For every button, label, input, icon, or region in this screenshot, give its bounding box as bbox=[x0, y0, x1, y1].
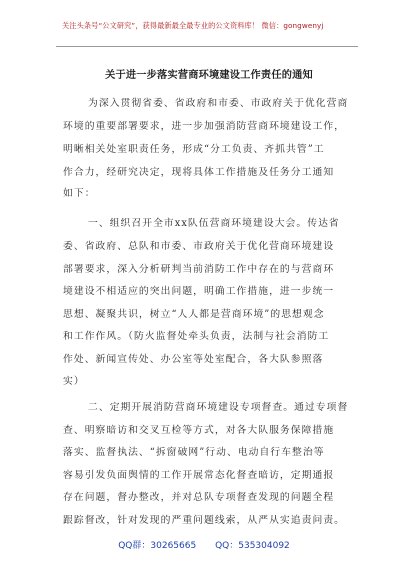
paragraph-line: 委、省政府、总队和市委、市政府关于优化营商环境建设 bbox=[63, 241, 335, 252]
paragraph-line: 和工作作风。（防火监督处牵头负责，法制与社会消防工 bbox=[63, 331, 330, 342]
paragraph-line: 作处、新闻宣传处、办公室等处室配合，各大队参照落 bbox=[63, 354, 324, 365]
paragraph-line: 一、组织召开全市xx队伍营商环境建设大会。传达省 bbox=[88, 218, 340, 229]
paragraph-line: 查、明察暗访和交叉互检等方式，对各大队服务保障措施 bbox=[63, 425, 335, 436]
footer-qq-group: QQ群：30265665 bbox=[118, 541, 197, 551]
paragraph-line: 二、定期开展消防营商环境建设专项督查。通过专项督 bbox=[88, 402, 349, 413]
document-title: 关于进一步落实营商环境建设工作责任的通知 bbox=[105, 70, 313, 81]
paragraph-line: 存在问题，督办整改，并对总队专项督查发现的问题全程 bbox=[63, 492, 335, 503]
paragraph-line: 如下： bbox=[63, 188, 96, 199]
paragraph-line: 实） bbox=[63, 376, 85, 387]
paragraph-line: 作合力，经研究决定，现将具体工作措施及任务分工通知 bbox=[63, 167, 335, 178]
paragraph-line: 为深入贯彻省委、省政府和市委、市政府关于优化营商 bbox=[88, 98, 349, 109]
paragraph-line: 明晰相关处室职责任务，形成“分工负责、齐抓共管”工 bbox=[63, 144, 325, 155]
paragraph-line: 容易引发负面舆情的工作开展常态化督查暗访，定期通报 bbox=[63, 470, 335, 481]
footer-qq-number: QQ：535304092 bbox=[215, 541, 290, 551]
paragraph-line: 落实、监督执法、“拆窗破网”行动、电动自行车整治等 bbox=[63, 447, 325, 458]
paragraph-line: 境建设不相适应的突出问题，明确工作措施，进一步统一 bbox=[63, 286, 335, 297]
footer-contacts bbox=[0, 538, 408, 551]
header-divider bbox=[56, 46, 358, 47]
paragraph-line: 思想、凝聚共识，树立“人人都是营商环境”的思想观念 bbox=[63, 309, 325, 320]
paragraph-line: 部署要求，深入分析研判当前消防工作中存在的与营商环 bbox=[63, 264, 335, 275]
paragraph-line: 跟踪督改，针对发现的严重问题线索，从严从实追责问责。 bbox=[63, 515, 346, 526]
paragraph-line: 环境的重要部署要求，进一步加强消防营商环境建设工作， bbox=[63, 121, 346, 132]
header-notice: 关注头条号“公文研究”，获得最新最全最专业的公文资料库！ 微信：gongwenyj bbox=[62, 21, 324, 30]
